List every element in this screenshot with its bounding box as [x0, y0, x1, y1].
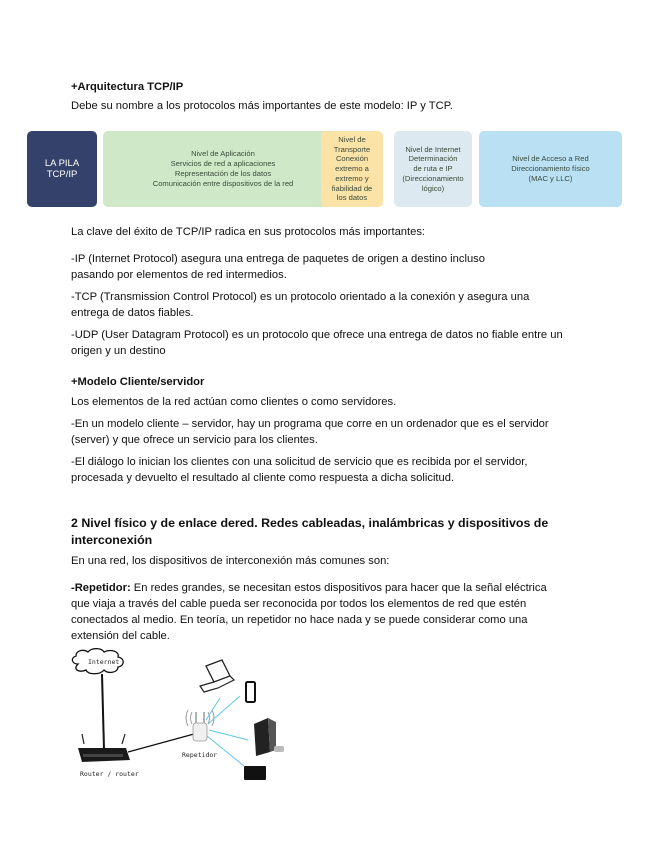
- section-heading-tcpip: +Arquitectura TCP/IP: [71, 81, 184, 93]
- udp-description-line1: -UDP (User Datagram Protocol) es un protocolo que ofrece una entrega de datos no fiable entre un: [71, 329, 563, 341]
- transport-layer-line: fiabilidad de: [331, 183, 373, 193]
- phone-icon: [246, 682, 255, 702]
- section-heading-client-server: +Modelo Cliente/servidor: [71, 376, 205, 388]
- client-server-p2-line1: -En un modelo cliente – servidor, hay un programa que corre en un ordenador que es el servidor: [71, 418, 549, 430]
- client-server-p1: Los elementos de la red actúan como clientes o como servidores.: [71, 396, 397, 408]
- desktop-pc-icon: [254, 718, 284, 756]
- protocols-intro: La clave del éxito de TCP/IP radica en sus protocolos más importantes:: [71, 226, 426, 238]
- stack-title-line2: TCP/IP: [46, 169, 78, 180]
- ip-description-line1: -IP (Internet Protocol) asegura una entrega de paquetes de origen a destino incluso: [71, 253, 486, 265]
- router-label: Router / router: [80, 770, 139, 778]
- client-server-p2-line2: (server) y que ofrece un servicio para los clientes.: [71, 434, 318, 446]
- wireless-link-pc: [209, 730, 248, 740]
- network-access-layer-line: (MAC y LLC): [528, 173, 573, 183]
- transport-layer-title: Nivel de: [338, 134, 366, 144]
- network-access-layer-title: Nivel de Acceso a Red: [512, 154, 589, 164]
- application-layer-line: Servicios de red a aplicaciones: [170, 159, 276, 169]
- repeater-line1-text: En redes grandes, se necesitan estos dispositivos para hacer que la señal eléctrica: [130, 582, 547, 594]
- internet-layer-line: Determinación: [408, 154, 458, 164]
- internet-layer-title: Nivel de Internet: [405, 144, 461, 154]
- repeater-term: -Repetidor:: [71, 582, 131, 594]
- application-layer-line: Comunicación entre dispositivos de la red: [152, 178, 294, 188]
- application-layer-line: Representación de los datos: [174, 169, 272, 178]
- internet-layer-box: [394, 131, 472, 207]
- internet-layer-line: (Direccionamiento: [402, 173, 464, 183]
- repeater-line1: [71, 580, 591, 596]
- tcp-description-line2: entrega de datos fiables.: [71, 307, 194, 319]
- transport-layer-line: extremo a: [335, 164, 369, 174]
- application-layer-title: Nivel de Aplicación: [191, 149, 255, 159]
- internet-label: Internet: [88, 658, 120, 666]
- laptop-icon: [200, 660, 234, 692]
- network-access-layer-box: [479, 131, 622, 207]
- tcpip-intro: Debe su nombre a los protocolos más importantes de este modelo: IP y TCP.: [71, 100, 453, 112]
- udp-description-line2: origen y un destino: [71, 345, 166, 357]
- devices-intro: En una red, los dispositivos de interconexión más comunes son:: [71, 555, 390, 567]
- transport-layer-line: extremo y: [335, 173, 369, 183]
- section-heading-physical-line2: interconexión: [71, 533, 153, 547]
- client-server-p3-line2: procesada y devuelto el resultado al cliente como respuesta a dicha solicitud.: [71, 472, 455, 484]
- repeater-network-diagram: [68, 648, 308, 783]
- stack-title-line1: LA PILA: [44, 158, 80, 169]
- section-heading-physical-line1: 2 Nivel físico y de enlace dered. Redes cableadas, inalámbricas y dispositivos de: [71, 516, 549, 530]
- repeater-line3: conectados al medio. En teoría, un repetidor no hace nada y se puede considerar como una: [71, 614, 528, 626]
- tcpip-stack-figure: [27, 131, 622, 209]
- wireless-link-laptop: [206, 698, 220, 720]
- repeater-label: Repetidor: [182, 751, 218, 759]
- router-repeater-link: [128, 734, 194, 752]
- application-layer-box: [103, 131, 343, 207]
- tablet-icon: [244, 766, 266, 780]
- internet-layer-line: de ruta e IP: [413, 164, 453, 174]
- internet-layer-line: lógico): [421, 183, 445, 193]
- tcp-description-line1: -TCP (Transmission Control Protocol) es un protocolo orientado a la conexión y asegura una: [71, 291, 530, 303]
- transport-layer-box: [321, 131, 383, 207]
- network-access-layer-line: Direccionamiento físico: [511, 164, 590, 174]
- repeater-line2: que viaja a través del cable pueda ser reconocida por todos los elementos de red que estén: [71, 598, 527, 610]
- ip-description-line2: pasando por elementos de red intermedios.: [71, 269, 287, 281]
- client-server-p3-line1: -El diálogo lo inician los clientes con una solicitud de servicio que es recibida por el servidor,: [71, 456, 528, 468]
- transport-layer-line: Conexión: [335, 154, 369, 164]
- repeater-line4: extensión del cable.: [71, 630, 170, 642]
- transport-layer-title: Transporte: [333, 144, 371, 154]
- transport-layer-line: los datos: [336, 193, 368, 203]
- stack-title-box: [27, 131, 97, 207]
